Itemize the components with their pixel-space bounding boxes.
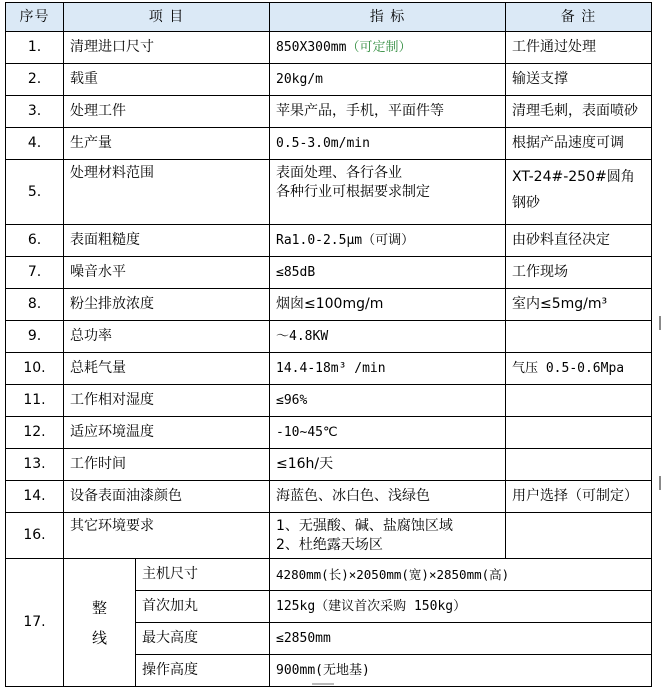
row-spec: 14.4-18m³ /min [270, 353, 506, 385]
subrow-item: 最大高度 [136, 623, 270, 655]
table-row [6, 225, 652, 257]
row-item: 粉尘排放浓度 [64, 289, 270, 321]
table-row [6, 417, 652, 449]
row-item: 处理材料范围 [64, 160, 270, 225]
row-note [506, 385, 652, 417]
row-note: 根据产品速度可调 [506, 128, 652, 160]
row-note [506, 321, 652, 353]
row-number: 8. [6, 289, 64, 321]
subrow-spec: 4280mm(长)×2050mm(宽)×2850mm(高) [270, 559, 652, 591]
subrow-spec: ≤2850mm [270, 623, 652, 655]
row-note: 工件通过处理 [506, 32, 652, 64]
edge-mark [312, 683, 334, 685]
edge-mark [659, 476, 661, 490]
row-number: 11. [6, 385, 64, 417]
table-row [6, 321, 652, 353]
row-item: 设备表面油漆颜色 [64, 481, 270, 513]
row-note: XT-24#-250#圆角钢砂 [506, 160, 652, 225]
row-spec: 烟囱≤100mg/m [270, 289, 506, 321]
row-spec: 海蓝色、冰白色、浅绿色 [270, 481, 506, 513]
row-number: 3. [6, 96, 64, 128]
row-spec: 20kg/m [270, 64, 506, 96]
subrow-spec: 900mm(无地基) [270, 655, 652, 687]
row-note: 输送支撑 [506, 64, 652, 96]
row-number: 6. [6, 225, 64, 257]
table-row [6, 160, 652, 225]
spec-line-1: 1、无强酸、碱、盐腐蚀区域 [276, 518, 453, 534]
row-note: 用户选择（可制定） [506, 481, 652, 513]
header-spec: 指 标 [270, 3, 506, 32]
row-item: 总耗气量 [64, 353, 270, 385]
row-number: 1. [6, 32, 64, 64]
row-item: 清理进口尺寸 [64, 32, 270, 64]
table-row [6, 257, 652, 289]
row-note: 由砂料直径决定 [506, 225, 652, 257]
row-spec: 0.5-3.0m/min [270, 128, 506, 160]
row-spec: 苹果产品，手机，平面件等 [270, 96, 506, 128]
spec-line-2: 2、杜绝露天场区 [276, 537, 383, 553]
row-note [506, 417, 652, 449]
row-note [506, 449, 652, 481]
header-note: 备 注 [506, 3, 652, 32]
table-row [6, 289, 652, 321]
row-item: 生产量 [64, 128, 270, 160]
table-row [6, 449, 652, 481]
table-row [6, 353, 652, 385]
subrow-item: 主机尺寸 [136, 559, 270, 591]
row-note: 室内≤5mg/m³ [506, 289, 652, 321]
row-number: 9. [6, 321, 64, 353]
header-row [6, 3, 652, 32]
table-row [6, 481, 652, 513]
table-row [6, 32, 652, 64]
row-note: 气压 0.5-0.6Mpa [506, 353, 652, 385]
row-number: 14. [6, 481, 64, 513]
spec-table [5, 2, 652, 687]
row-spec: ≤85dB [270, 257, 506, 289]
header-item: 项 目 [64, 3, 270, 32]
row-item: 表面粗糙度 [64, 225, 270, 257]
row-spec: ～4.8KW [270, 321, 506, 353]
row-number: 2. [6, 64, 64, 96]
row-item: 载重 [64, 64, 270, 96]
spec-line-1: 表面处理、各行各业 [276, 165, 403, 181]
row-item: 噪音水平 [64, 257, 270, 289]
row-spec: Ra1.0-2.5μm（可调） [270, 225, 506, 257]
subrow-item: 操作高度 [136, 655, 270, 687]
row-number: 5. [6, 160, 64, 225]
row-spec [270, 513, 506, 559]
row-item: 其它环境要求 [64, 513, 270, 559]
row-spec [270, 32, 506, 64]
row-item: 适应环境温度 [64, 417, 270, 449]
row-item: 处理工件 [64, 96, 270, 128]
category-char-2: 线 [91, 628, 107, 647]
row-number: 4. [6, 128, 64, 160]
row-number: 16. [6, 513, 64, 559]
row-number: 10. [6, 353, 64, 385]
row-number: 12. [6, 417, 64, 449]
row-spec: ≤96% [270, 385, 506, 417]
edge-mark [659, 316, 661, 330]
category-char-1: 整 [91, 598, 107, 617]
row-note: 清理毛刺，表面喷砂 [506, 96, 652, 128]
row-spec [270, 160, 506, 225]
whole-line-category [64, 559, 136, 687]
customizable-note: （可定制） [346, 40, 412, 55]
row-number: 13. [6, 449, 64, 481]
table-row [6, 513, 652, 559]
table-row [6, 64, 652, 96]
row-spec: ≤16h/天 [270, 449, 506, 481]
spec-line-2: 各种行业可根据要求制定 [276, 184, 431, 200]
row-item: 工作时间 [64, 449, 270, 481]
row-note [506, 513, 652, 559]
row-item: 工作相对湿度 [64, 385, 270, 417]
table-row [6, 128, 652, 160]
row-spec: -10~45℃ [270, 417, 506, 449]
subrow-spec: 125kg（建议首次采购 150kg） [270, 591, 652, 623]
row-number: 17. [6, 559, 64, 687]
row-item: 总功率 [64, 321, 270, 353]
row-note: 工作现场 [506, 257, 652, 289]
spec-value: 850X300mm [276, 40, 347, 55]
row-number: 7. [6, 257, 64, 289]
header-no: 序号 [6, 3, 64, 32]
table-row [6, 96, 652, 128]
table-row [6, 385, 652, 417]
subrow-item: 首次加丸 [136, 591, 270, 623]
table-row [6, 559, 652, 591]
